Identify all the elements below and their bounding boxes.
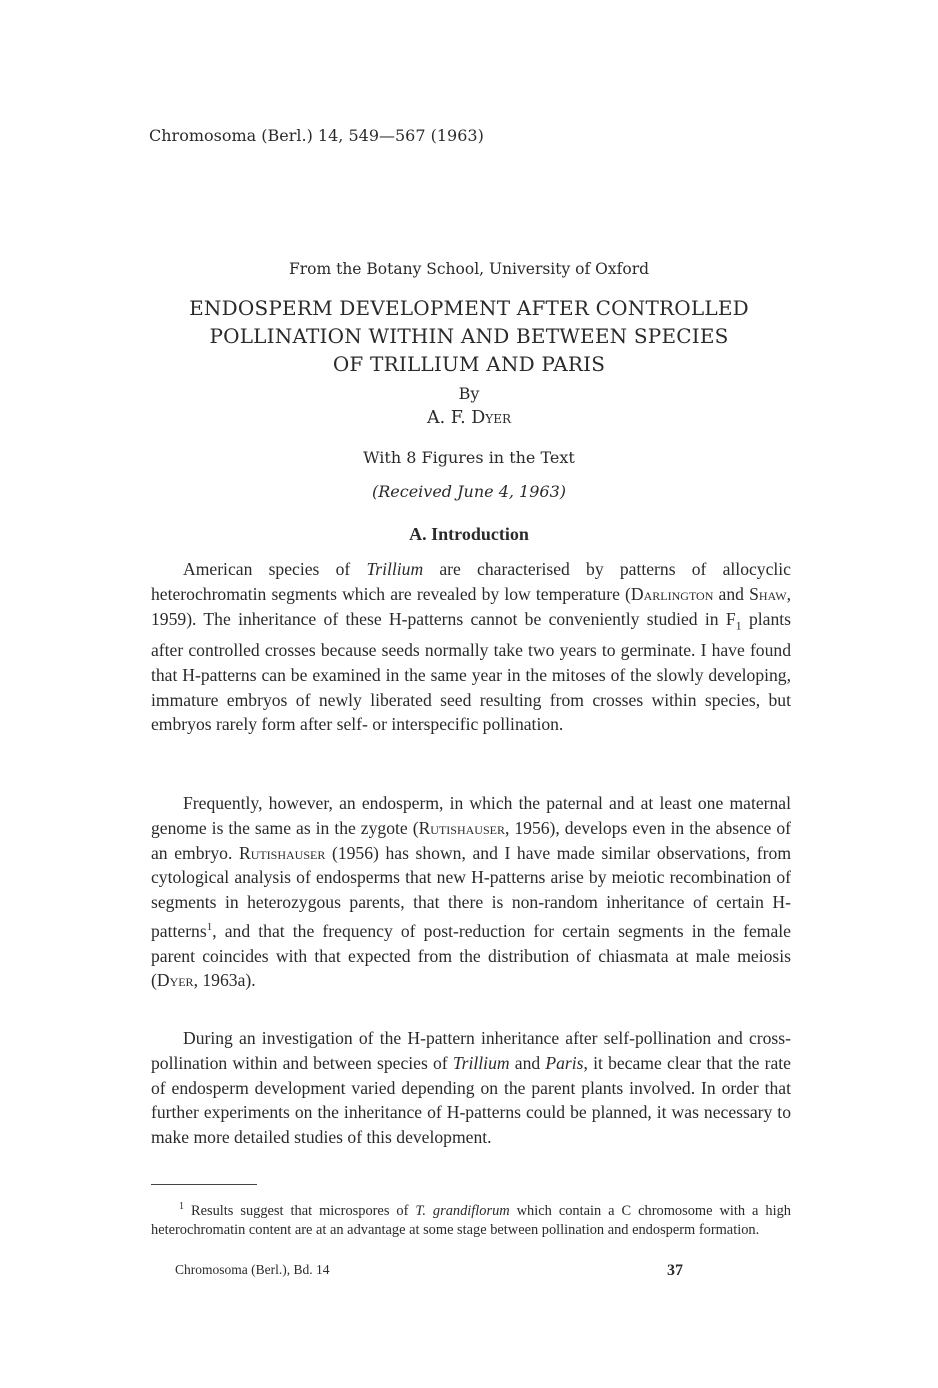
received-date: (Received June 4, 1963): [371, 482, 567, 501]
text-run: , and that the frequency of post-reduction for certain segments in the female parent coincides with that expected from the distribution of chiasmata at male meiosis (: [151, 920, 791, 991]
text-run: which contain a C chromosome with a high heterochromatin content are at an advantage at some stage between pollination and endosperm formation.: [151, 1202, 791, 1238]
text-run: Results suggest that microspores of: [184, 1202, 416, 1219]
section-heading: A. Introduction: [409, 524, 529, 544]
italic-term: T. grandiflorum: [415, 1202, 510, 1219]
paragraph-2: [151, 791, 791, 1002]
author-name: A. F. Dyer: [426, 408, 512, 428]
author: [0, 408, 938, 428]
italic-term: Trillium: [452, 1052, 510, 1073]
text-run: American species of: [183, 559, 367, 579]
paper-title: [140, 294, 798, 378]
text-run: , it became clear that the rate of endosperm development varied depending on the parent plants involved. In order that further experiments on the inheritance of H-patterns could be planned, it was necessary to make more detailed studies of this development.: [151, 1052, 791, 1148]
title-line: POLLINATION WITHIN AND BETWEEN SPECIES: [209, 324, 729, 348]
paragraph-1: [151, 557, 791, 746]
text-run: , 1963a).: [193, 970, 256, 991]
title-line: OF TRILLIUM AND PARIS: [332, 352, 606, 376]
text-run: During an investigation of the H-pattern inheritance after self-pollination and cross-pollination within and between species of: [151, 1028, 791, 1073]
paragraph-3: [151, 1026, 791, 1159]
footnote: [151, 1197, 791, 1240]
footnote-marker: 1: [206, 920, 213, 933]
footer-journal: Chromosoma (Berl.), Bd. 14: [175, 1262, 330, 1277]
figures-note: With 8 Figures in the Text: [363, 448, 575, 467]
text-run: and: [509, 1052, 546, 1073]
subscript: 1: [735, 618, 742, 633]
author-citation: Shaw: [749, 583, 787, 604]
text-run: plants after controlled crosses because seeds normally take two years to germinate. I have found that H-patterns can be examined in the same year in the mitoses of the slowly developing, immature embryos of newly liberated seed resulting from crosses within species, but embryos rarely form after self- or interspecific pollination.: [151, 608, 791, 735]
italic-term: Paris: [545, 1052, 584, 1073]
text-run: Frequently, however, an endosperm, in which the paternal and at least one maternal genome is the same as in the zygote (: [151, 793, 791, 838]
text-run: (1956) has shown, and I have made similar observations, from cytological analysis of endosperms that new H-patterns arise by meiotic recombination of segments in heterozygous parents, that there is non-random inheritance of certain H-patterns: [151, 842, 792, 941]
page-number: 37: [667, 1262, 683, 1279]
author-citation: Rutishauser: [418, 817, 505, 838]
text-run: , 1959). The inheritance of these H-patterns cannot be conveniently studied in F: [151, 583, 791, 629]
title-line: ENDOSPERM DEVELOPMENT AFTER CONTROLLED: [189, 296, 749, 320]
text-run: are characterised by patterns of allocyclic heterochromatin segments which are revealed by low temperature (: [151, 559, 791, 604]
text-run: , 1956), develops even in the absence of an embryo.: [151, 817, 791, 863]
author-citation: Dyer: [156, 970, 194, 991]
footnote-number: 1: [179, 1201, 184, 1212]
author-citation: Darlington: [630, 583, 714, 604]
text-run: and: [713, 583, 750, 604]
affiliation: From the Botany School, University of Oxford: [288, 260, 650, 278]
footnote-rule: [151, 1184, 257, 1185]
by-line: By: [458, 384, 480, 403]
journal-reference: Chromosoma (Berl.) 14, 549—567 (1963): [149, 126, 484, 145]
italic-term: Trillium: [366, 559, 424, 579]
author-citation: Rutishauser: [238, 842, 326, 863]
